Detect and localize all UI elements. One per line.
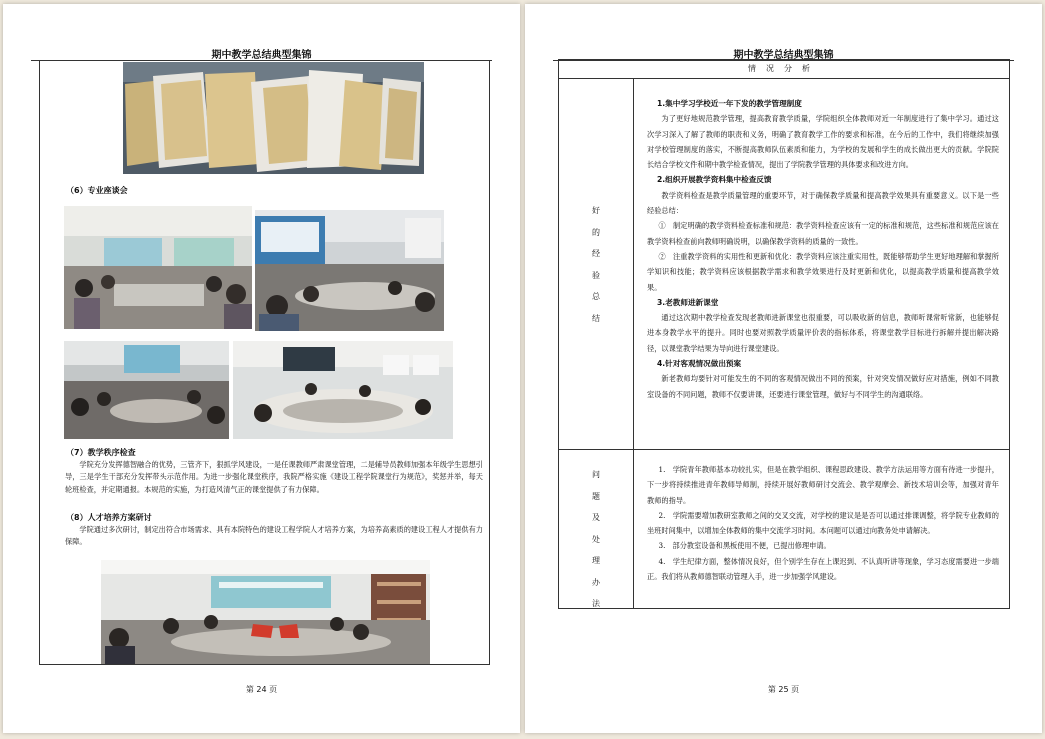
situation-analysis-table xyxy=(558,59,1010,609)
problem-3: 3. 部分教室设备和黑板使用不便，已提出修理申请。 xyxy=(658,541,831,551)
item-4-title: 4.针对客观情况做出预案 xyxy=(657,359,742,369)
problem-1: 1. 学院青年教师基本功较扎实，但是在教学组织、课程思政建设、教学方法运用等方面有待进一步提升，下一步将持续推进青年教师导师制，持续开展好教师研讨交流会、教学观摩会、新技术培训会等，加强对青年教师的指导。 xyxy=(647,465,999,505)
seminar-photo-3 xyxy=(64,341,229,439)
table-header: 情况分析 xyxy=(559,60,1009,79)
item-2-text: 教学资料检查是教学质量管理的重要环节，对于确保教学质量和提高教学效果具有重要意义。以下是一些经验总结： xyxy=(647,190,999,216)
problem-2: 2. 学院需要增加教研室教师之间的交叉交流，对学校的建议是是否可以通过排课调整，将学院专业教师的坐班时间集中，以增加全体教师的集中交流学习时间。本问题可以通过向教务处申请解决。 xyxy=(647,510,999,536)
talent-plan-meeting-photo xyxy=(101,560,430,664)
problems-label: 问 题 及 处 理 办 法 xyxy=(592,470,600,608)
good-experience-label: 好 的 经 验 总 结 xyxy=(592,206,600,323)
page-number: 第 25 页 xyxy=(767,685,800,694)
page-24 xyxy=(3,4,520,733)
section-7-title: （7）教学秩序检查 xyxy=(66,448,136,457)
item-2-title: 2.组织开展教学资料集中检查反馈 xyxy=(657,175,772,185)
seminar-photo-4 xyxy=(233,341,453,439)
item-3-text: 通过这次期中教学检查发现老教师进新课堂也很重要，可以吸收新的信息，教师听课常听常新，也能够促进本身教学水平的提升。同时也要对照教学质量评价表的指标体系，将课堂教学目标进行拆解并提出解决路径，以课堂教学结果为导向进行课堂建设。 xyxy=(647,313,999,353)
item-3-title: 3.老教师进新课堂 xyxy=(657,297,719,307)
documents-photo xyxy=(123,62,424,174)
item-2-point-2: ② 注重教学资料的实用性和更新和优化：教学资料应该注重实用性，既能够帮助学生更好地理解和掌握所学知识和技能；教学资料应该根据教学需求和教学效果进行及时更新和优化，以提高教学质量和提高教学效果。 xyxy=(647,251,999,292)
item-1-title: 1.集中学习学校近一年下发的教学管理制度 xyxy=(657,99,802,108)
section-8-text: 学院通过多次研讨，制定出符合市场需求、具有本院特色的建设工程学院人才培养方案，为培养高素质的建设工程人才提供有力保障。 xyxy=(65,525,483,547)
section-7-text: 学院充分发挥德智融合的优势，三管齐下，狠抓学风建设，一是任课教师严肃课堂管理，二是辅导员教师加强本年级学生思想引导，三是学生干部充分发挥带头示范作用。为进一步强化课堂秩序，我院严格实施《建设工程学院课堂行为规范》，奖惩并举，每天轮班检查，并定期通报。本规范的实施，为打造风清气正的课堂提供了有力保障。 xyxy=(65,460,483,494)
good-experience-content xyxy=(647,96,999,402)
section-8-title: （8）人才培养方案研讨 xyxy=(66,513,152,522)
seminar-photo-2 xyxy=(255,210,444,331)
item-2-point-1: ① 制定明确的教学资料检查标准和规范：教学资料检查应该有一定的标准和规范，这些标准和规范应该在教学资料检查前向教师明确说明，以确保教学资料的质量的一致性。 xyxy=(647,221,999,246)
problem-4: 4. 学生纪律方面，整体情况良好，但个别学生存在上课迟到、不认真听讲等现象，学习态度需要进一步端正。我们将从教师德智联动管理入手，进一步加强学风建设。 xyxy=(647,556,999,582)
problems-content xyxy=(647,462,999,584)
item-1-text: 为了更好地规范教学管理，提高教育教学质量，学院组织全体教师对近一年制度进行了集中学习。通过这次学习深入了解了教师的职责和义务，明确了教育教学工作的要求和标准，在今后的工作中，我们将继续加强对学校管理制度的落实，不断提高教师队伍素质和能力，为学校的发展和学生的成长做出更大的贡献。学院院长结合学校文件和期中教学检查情况，提出了学院教学管理的具体要求和改进方向。 xyxy=(647,114,999,170)
section-6-title: （6）专业座谈会 xyxy=(66,186,128,195)
running-head: 期中教学总结典型集锦 xyxy=(733,50,834,61)
item-4-text: 新老教师均要针对可能发生的不同的客观情况做出不同的预案，针对突发情况做好应对措施，例如不同教室设备的不同问题，教师不仅要讲课，还要进行课堂管理，做好与不同学生的沟通联络。 xyxy=(647,374,999,399)
seminar-photo-1 xyxy=(64,206,252,329)
running-head: 期中教学总结典型集锦 xyxy=(211,50,312,61)
page-number: 第 24 页 xyxy=(245,685,278,694)
page-25 xyxy=(525,4,1042,733)
